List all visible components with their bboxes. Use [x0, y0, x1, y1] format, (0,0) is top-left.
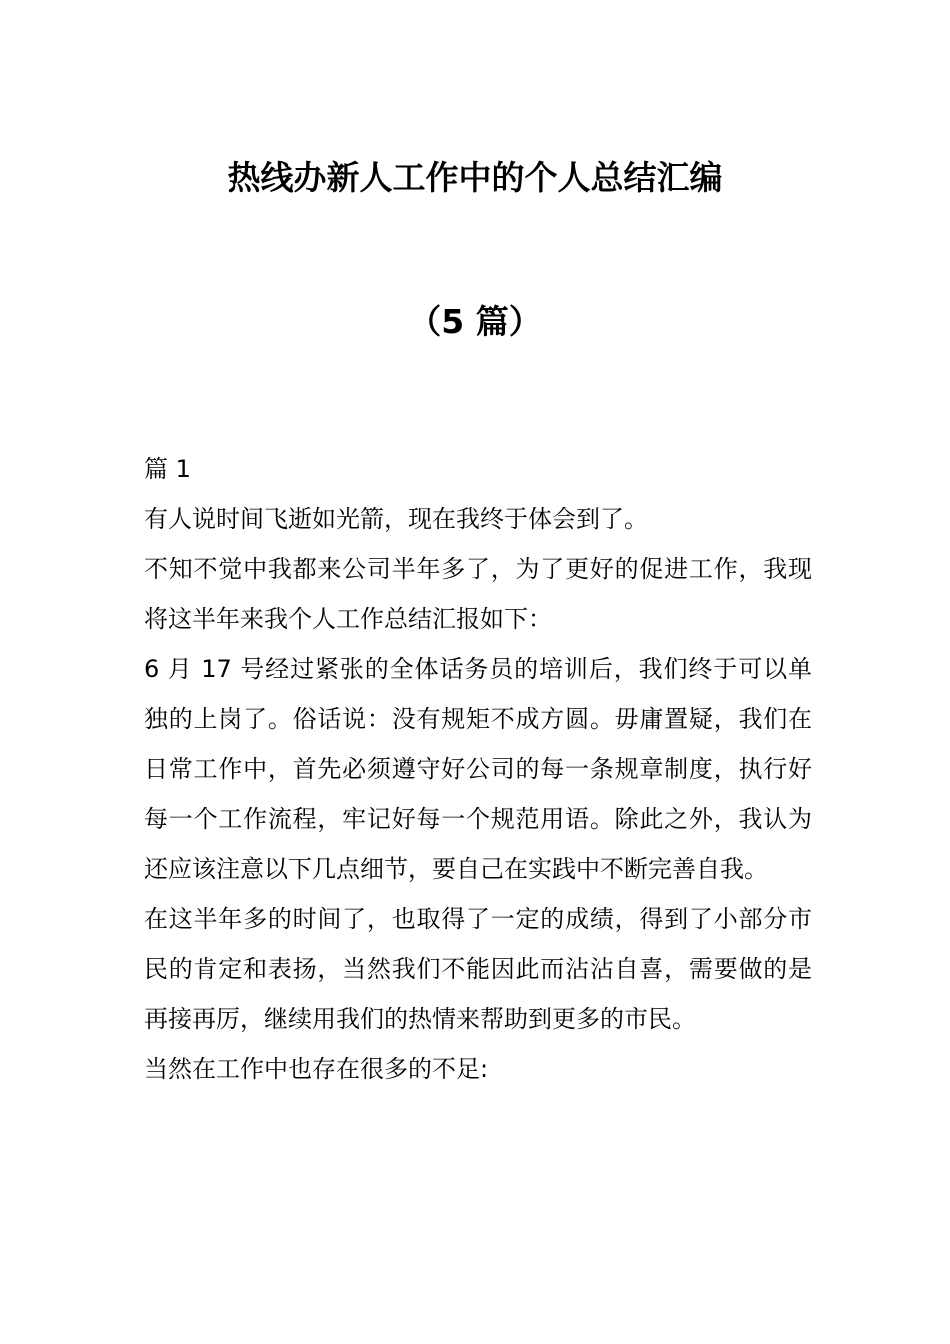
- paragraph: 在这半年多的时间了，也取得了一定的成绩，得到了小部分市民的肯定和表扬，当然我们不能因此而沾沾自喜，需要做的是再接再厉，继续用我们的热情来帮助到更多的市民。: [144, 905, 812, 1033]
- paragraph: 6 月 17 号经过紧张的全体话务员的培训后，我们终于可以单独的上岗了。俗话说：没有规矩不成方圆。毋庸置疑，我们在日常工作中，首先必须遵守好公司的每一条规章制度，执行好每一个工作流程，牢记好每一个规范用语。除此之外，我认为还应该注意以下几点细节，要自己在实践中不断完善自我。: [144, 655, 812, 883]
- document-body: [144, 444, 812, 1094]
- section-label: 篇 1: [144, 455, 191, 483]
- paragraph: 有人说时间飞逝如光箭，现在我终于体会到了。: [144, 505, 648, 533]
- paragraph: 不知不觉中我都来公司半年多了，为了更好的促进工作，我现将这半年来我个人工作总结汇报如下：: [144, 555, 812, 633]
- document-title: 热线办新人工作中的个人总结汇编: [227, 158, 723, 197]
- document-subtitle: （5 篇）: [408, 302, 542, 341]
- paragraph: 当然在工作中也存在很多的不足:: [144, 1055, 489, 1083]
